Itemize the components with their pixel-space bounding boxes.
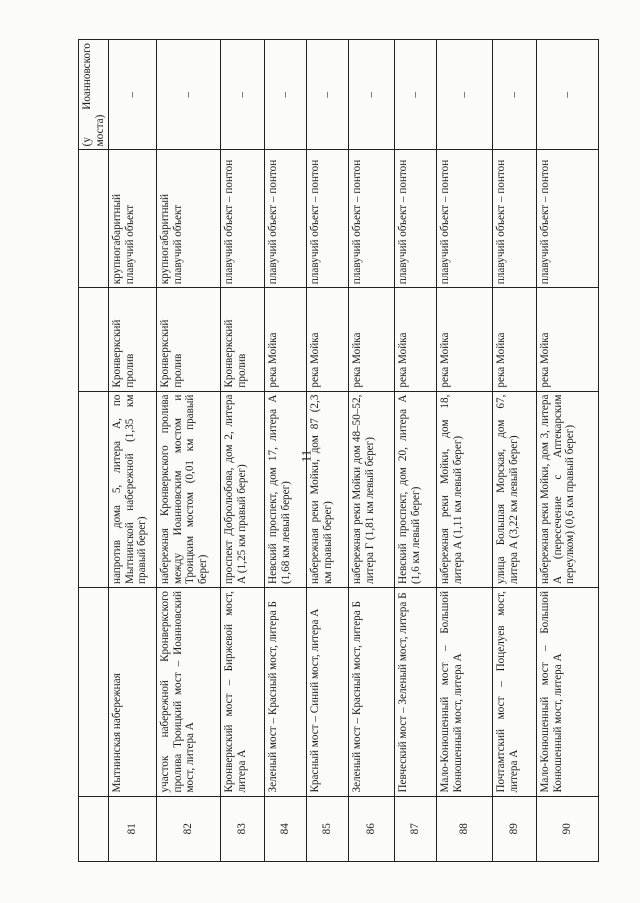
row-object-type: плавучий объект – понтон	[395, 150, 437, 288]
row-object-type: плавучий объект – понтон	[221, 150, 265, 288]
row-number: 90	[537, 796, 599, 861]
row-note: –	[221, 40, 265, 150]
row-number: 83	[221, 796, 265, 861]
row-note: –	[493, 40, 537, 150]
row-number: 86	[349, 796, 395, 861]
row-object-type: плавучий объект – понтон	[349, 150, 395, 288]
page-number: 11	[298, 449, 314, 463]
row-location: напротив дома 5, литера А, по Мытнинской набережной (1,35 км правый берег)	[109, 391, 157, 587]
row-location: проспект Добролюбова, дом 2, литера А (1,25 км правый берег)	[221, 391, 265, 587]
row-number: 87	[395, 796, 437, 861]
table-row	[537, 40, 599, 862]
row-object-type: плавучий объект – понтон	[537, 150, 599, 288]
row-object-type: плавучий объект – понтон	[265, 150, 307, 288]
continued-num-cell	[79, 796, 109, 861]
row-section-name: Зеленый мост – Красный мост, литера Б	[265, 588, 307, 797]
row-object-type: плавучий объект – понтон	[493, 150, 537, 288]
row-water-body: река Мойка	[265, 288, 307, 391]
row-location: набережная реки Мойки, дом 18, литера А (1,11 км левый берег)	[437, 391, 493, 587]
row-note: –	[395, 40, 437, 150]
row-object-type: крупногабаритный плавучий объект	[109, 150, 157, 288]
row-location: Невский проспект, дом 20, литера А (1,6 км левый берег)	[395, 391, 437, 587]
bridge-objects-table	[78, 39, 599, 862]
continued-row	[79, 40, 109, 862]
continued-type-cell	[79, 150, 109, 288]
row-section-name: Красный мост – Синий мост, литера А	[307, 588, 349, 797]
continued-name-cell	[79, 588, 109, 797]
continued-location-cell	[79, 391, 109, 587]
row-location: набережная реки Мойки, дом 87 (2,3 км правый берег)	[307, 391, 349, 587]
row-water-body: река Мойка	[307, 288, 349, 391]
row-location: Невский проспект, дом 17, литера А (1,68 км левый берег)	[265, 391, 307, 587]
row-number: 81	[109, 796, 157, 861]
row-location: набережная реки Мойки, дом 3, литера А (пересечение с Аптекарским переулком) (0,6 км правый берег)	[537, 391, 599, 587]
row-number: 89	[493, 796, 537, 861]
row-section-name: участок набережной Кронверкского пролива Троицкий мост – Иоанновский мост, литера А	[157, 588, 221, 797]
continued-note-cell: (у Иоанновского моста)	[79, 40, 109, 150]
row-section-name: Мало-Конюшенный мост – Большой Конюшенный мост, литера А	[437, 588, 493, 797]
row-object-type: плавучий объект – понтон	[437, 150, 493, 288]
row-section-name: Мало-Конюшенный мост – Большой Конюшенный мост, литера А	[537, 588, 599, 797]
row-location: улица Большая Морская, дом 67, литера А (3,22 км левый берег)	[493, 391, 537, 587]
row-water-body: река Мойка	[493, 288, 537, 391]
row-water-body: Кронверкский пролив	[157, 288, 221, 391]
table-row	[307, 40, 349, 862]
row-section-name: Зеленый мост – Красный мост, литера Б	[349, 588, 395, 797]
row-location: набережная реки Мойки дом 48–50–52, литера Г (1,81 км левый берег)	[349, 391, 395, 587]
row-number: 82	[157, 796, 221, 861]
row-section-name: Кронверкский мост – Биржевой мост, литера А	[221, 588, 265, 797]
row-location: набережная Кронверкского пролива между Иоанновским мостом и Троицким мостом (0,01 км правый берег)	[157, 391, 221, 587]
bridge-objects-table-wrapper	[78, 39, 577, 862]
row-object-type: крупногабаритный плавучий объект	[157, 150, 221, 288]
row-note: –	[265, 40, 307, 150]
row-water-body: Кронверкский пролив	[221, 288, 265, 391]
row-number: 85	[307, 796, 349, 861]
row-note: –	[537, 40, 599, 150]
row-water-body: река Мойка	[537, 288, 599, 391]
row-number: 84	[265, 796, 307, 861]
row-water-body: река Мойка	[349, 288, 395, 391]
continued-water-cell	[79, 288, 109, 391]
row-note: –	[437, 40, 493, 150]
table-row	[349, 40, 395, 862]
row-note: –	[349, 40, 395, 150]
table-row	[157, 40, 221, 862]
row-number: 88	[437, 796, 493, 861]
table-row	[437, 40, 493, 862]
table-row	[221, 40, 265, 862]
row-note: –	[109, 40, 157, 150]
table-row	[109, 40, 157, 862]
row-water-body: Кронверкский пролив	[109, 288, 157, 391]
row-section-name: Мытнинская набережная	[109, 588, 157, 797]
row-note: –	[157, 40, 221, 150]
row-water-body: река Мойка	[437, 288, 493, 391]
table-row	[493, 40, 537, 862]
row-section-name: Почтамтский мост – Поцелуев мост, литера А	[493, 588, 537, 797]
table-row	[265, 40, 307, 862]
row-water-body: река Мойка	[395, 288, 437, 391]
table-row	[395, 40, 437, 862]
row-note: –	[307, 40, 349, 150]
row-section-name: Певческий мост – Зеленый мост, литера Б	[395, 588, 437, 797]
row-object-type: плавучий объект – понтон	[307, 150, 349, 288]
